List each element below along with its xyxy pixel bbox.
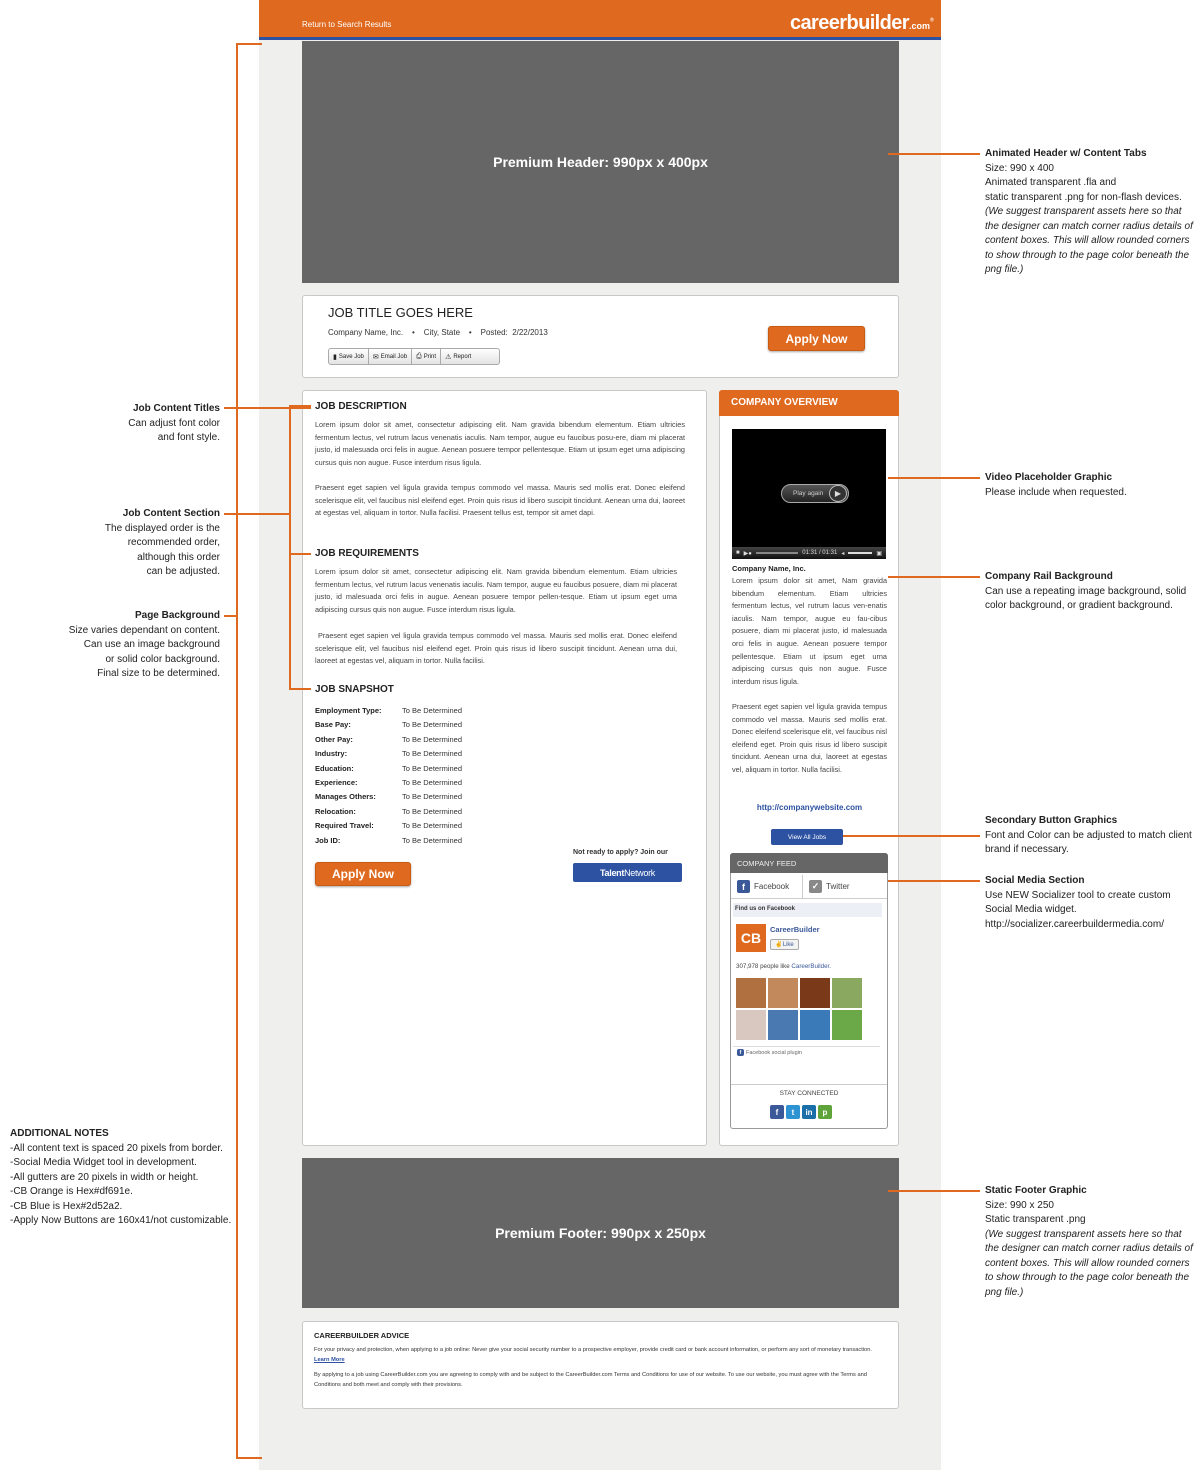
like-label: Like bbox=[782, 941, 794, 948]
apply-now-button-top[interactable]: Apply Now bbox=[768, 326, 865, 351]
pointer-line bbox=[224, 407, 311, 409]
snapshot-label: Manages Others: bbox=[315, 792, 376, 802]
pointer-line bbox=[224, 513, 290, 515]
advice-paragraph-1 bbox=[314, 1346, 889, 1365]
talent-network-button[interactable] bbox=[573, 863, 682, 882]
premium-header-placeholder: Premium Header: 990px x 400px bbox=[302, 41, 899, 283]
annotation-title: Secondary Button Graphics bbox=[985, 815, 1118, 826]
annotation-line: color background, or gradient background. bbox=[985, 600, 1173, 611]
email-job-button[interactable] bbox=[369, 349, 412, 364]
annotation-line: png file.) bbox=[985, 1286, 1024, 1298]
logo-suffix: .com bbox=[908, 21, 930, 31]
company-feed-heading: COMPANY FEED bbox=[730, 853, 888, 873]
annotation-line: Please include when requested. bbox=[985, 486, 1127, 498]
snapshot-row bbox=[315, 704, 462, 718]
video-time: 01:31 / 01:31 bbox=[802, 550, 838, 556]
annotation-additional-notes bbox=[10, 1127, 235, 1229]
job-requirements-title: JOB REQUIREMENTS bbox=[315, 548, 419, 559]
rail-paragraph-1: Lorem ipsum dolor sit amet, Nam gravida bibendum elementum. Etiam ultricies fermentum lectus, vel rutrum lacus ven-enatis iaculis. Nam tempor, augue eu fau-cibus posuere, diam mi placerat justo, id malesuada orci felis in augue. Aenean posuere tempor pellentesque. Etiam ut ipsum eget urna adipiscing cursus quis non augue. Fusce interdum risus ligula. bbox=[732, 576, 887, 686]
annotation-line: Size: 990 x 400 bbox=[985, 162, 1054, 174]
facebook-social-plugin[interactable] bbox=[737, 1049, 802, 1056]
annotation-line: Final size to be determined. bbox=[97, 668, 220, 679]
snapshot-row bbox=[315, 762, 462, 776]
video-controls bbox=[732, 547, 886, 559]
print-button[interactable] bbox=[412, 349, 441, 364]
learn-more-link[interactable]: Learn More bbox=[314, 1356, 345, 1363]
save-job-label: Save Job bbox=[338, 353, 364, 360]
annotation-line: http://socializer.careerbuildermedia.com/ bbox=[985, 918, 1164, 930]
company-website-link[interactable]: http://companywebsite.com bbox=[756, 803, 863, 812]
likes-link[interactable]: CareerBuilder. bbox=[791, 963, 831, 970]
annotation-line: Can use a repeating image background, solid bbox=[985, 585, 1187, 597]
snapshot-label: Experience: bbox=[315, 778, 358, 788]
fan-avatar[interactable] bbox=[768, 978, 798, 1008]
save-job-button[interactable] bbox=[329, 349, 369, 364]
pointer-line bbox=[888, 1190, 980, 1192]
pointer-line bbox=[224, 615, 237, 617]
annotation-line: the designer can match corner radius details of bbox=[985, 220, 1193, 232]
premium-footer-placeholder: Premium Footer: 990px x 250px bbox=[302, 1158, 899, 1308]
rail-company-name: Company Name, Inc. bbox=[732, 564, 806, 573]
snapshot-value: To Be Determined bbox=[402, 720, 463, 730]
annotation-title: Job Content Section bbox=[122, 508, 220, 519]
annotation-line: Font and Color can be adjusted to match client bbox=[985, 829, 1192, 841]
facebook-icon[interactable]: f bbox=[770, 1105, 784, 1119]
annotation-line: the designer can match corner radius details of bbox=[985, 1243, 1193, 1254]
snapshot-label: Other Pay: bbox=[315, 734, 353, 744]
volume-icon[interactable]: ◂ bbox=[841, 550, 845, 557]
annotation-line: brand if necessary. bbox=[985, 844, 1069, 855]
annotation-company-rail-background bbox=[985, 570, 1197, 614]
play-icon[interactable]: ▶ bbox=[829, 485, 847, 502]
plugin-label: Facebook social plugin bbox=[746, 1049, 802, 1056]
annotation-line: png file.) bbox=[985, 264, 1024, 275]
divider bbox=[731, 1084, 887, 1085]
fan-avatar[interactable] bbox=[736, 978, 766, 1008]
annotation-line: (We suggest transparent assets here so that bbox=[985, 206, 1182, 217]
annotation-video-placeholder bbox=[985, 471, 1197, 500]
print-label: Print bbox=[423, 353, 437, 360]
snapshot-row bbox=[315, 747, 462, 761]
view-all-jobs-button[interactable]: View All Jobs bbox=[771, 829, 843, 845]
snapshot-value: To Be Determined bbox=[402, 821, 463, 831]
snapshot-label: Job ID: bbox=[315, 835, 341, 845]
annotation-social-media bbox=[985, 874, 1197, 932]
annotation-line: recommended order, bbox=[127, 537, 220, 548]
annotation-line: The displayed order is the bbox=[104, 522, 220, 534]
annotation-line: -Social Media Widget tool in development. bbox=[10, 1157, 197, 1168]
annotation-title: Static Footer Graphic bbox=[985, 1185, 1087, 1196]
rail-paragraph-2: Praesent eget sapien vel ligula gravida tempus commodo vel massa. Mauris sed mollis erat. Donec eleifend scelerisque elit, vel faucibus nisl eleifend eget. Proin quis risus id libero suscipit tincidunt. Aenean urna dui, laoreet at egestas vel, aliquam in tortor. Nulla facilisi. bbox=[732, 702, 887, 774]
annotation-job-content-section bbox=[0, 507, 220, 580]
annotation-line: to show through to the page color beneath the bbox=[985, 249, 1190, 261]
snapshot-label: Employment Type: bbox=[315, 706, 382, 715]
annotation-title: Page Background bbox=[134, 610, 220, 621]
job-description-title: JOB DESCRIPTION bbox=[315, 401, 407, 412]
job-description-paragraph-2: Praesent eget sapien vel ligula gravida tempus commodo vel massa. Mauris sed mollis erat. Donec eleifend scelerisque elit, vel faucibus nisl eleifend eget. Proin quis risus id libero suscipit tincidunt. Aenean urna dui, laoreet at egestas vel, aliquam in tortor. Nulla facilisi. Praesent tellus est, tempor sit amet dapi. bbox=[315, 483, 685, 518]
fan-avatar[interactable] bbox=[832, 1010, 862, 1040]
logo-mark: ® bbox=[929, 17, 934, 24]
job-meta: Company Name, Inc. • City, State • Posted: 2/22/2013 bbox=[328, 328, 548, 337]
envelope-icon: ✉ bbox=[372, 353, 379, 361]
pointer-line bbox=[289, 688, 311, 690]
annotation-static-footer bbox=[985, 1184, 1197, 1300]
annotation-line: (We suggest transparent assets here so that bbox=[985, 1228, 1182, 1240]
pointer-line bbox=[888, 576, 980, 578]
job-action-bar bbox=[328, 348, 500, 365]
fan-avatar[interactable] bbox=[800, 978, 830, 1008]
annotation-line: to show through to the page color beneath the bbox=[985, 1272, 1190, 1283]
annotation-line: can be adjusted. bbox=[146, 566, 220, 577]
annotation-line: content boxes. This will allow rounded corners bbox=[985, 235, 1190, 246]
annotation-line: static transparent .png for non-flash devices. bbox=[985, 191, 1182, 203]
annotation-line: content boxes. This will allow rounded corners bbox=[985, 1257, 1190, 1269]
fan-avatar[interactable] bbox=[800, 1010, 830, 1040]
facebook-page-name[interactable]: CareerBuilder bbox=[770, 925, 820, 934]
snapshot-row bbox=[315, 790, 462, 804]
annotation-animated-header bbox=[985, 147, 1197, 278]
pointer-line bbox=[289, 405, 291, 690]
talent-network-prompt: Not ready to apply? Join our bbox=[573, 849, 668, 856]
annotation-title: ADDITIONAL NOTES bbox=[10, 1128, 109, 1139]
snapshot-value: To Be Determined bbox=[402, 706, 463, 715]
snapshot-value: To Be Determined bbox=[402, 749, 463, 759]
pointer-line bbox=[888, 153, 980, 155]
facebook-find-us: Find us on Facebook bbox=[733, 903, 882, 917]
tab-twitter-label: Twitter bbox=[826, 882, 850, 891]
pointer-line bbox=[843, 835, 980, 837]
likes-text: 307,978 people like bbox=[736, 963, 790, 970]
email-job-label: Email Job bbox=[380, 353, 408, 360]
tab-facebook-label: Facebook bbox=[754, 882, 790, 891]
report-button[interactable] bbox=[441, 349, 475, 364]
job-description-paragraph-1: Lorem ipsum dolor sit amet, consectetur adipiscing elit. Nam gravida bibendum elementum. Etiam ultricies fermentum lectus, vel rutrum lacus venenatis iaculis. Nam tempor, augue eu faucibus posu-ere, diam mi placerat justo, id malesuada orci felis in augue. Aenean posuere tempor pellentesque. Etiam ut ipsum eget urna adipiscing cursus quis non augue. Fusce interdum risus ligula. bbox=[315, 420, 685, 468]
advice-paragraph-2: By applying to a job using CareerBuilder.com you are agreeing to comply with and be subject to the CareerBuilder.com Terms and Conditions for use of our website. To use our website, you must agree with the Terms and Conditions and both meet and comply with their provisions. bbox=[314, 1372, 867, 1388]
social-icons bbox=[770, 1105, 832, 1119]
annotation-title: Animated Header w/ Content Tabs bbox=[985, 148, 1147, 159]
snapshot-row bbox=[315, 805, 462, 819]
annotation-job-content-titles bbox=[0, 402, 220, 446]
fan-avatar[interactable] bbox=[768, 1010, 798, 1040]
pointer-line bbox=[888, 880, 980, 882]
fan-avatar[interactable] bbox=[736, 1010, 766, 1040]
volume-slider[interactable] bbox=[848, 552, 872, 554]
logo-text: careerbuilder bbox=[790, 12, 909, 34]
annotation-line: Animated transparent .fla and bbox=[985, 177, 1117, 188]
stay-connected-label: STAY CONNECTED bbox=[779, 1090, 839, 1097]
snapshot-row bbox=[315, 718, 462, 732]
snapshot-row bbox=[315, 733, 462, 747]
snapshot-value: To Be Determined bbox=[402, 778, 463, 788]
bracket-line bbox=[236, 43, 238, 1459]
divider bbox=[733, 1046, 880, 1047]
snapshot-row bbox=[315, 834, 462, 848]
company-overview-heading: COMPANY OVERVIEW bbox=[719, 390, 899, 416]
annotation-line: -CB Blue is Hex#2d52a2. bbox=[10, 1200, 123, 1212]
annotation-title: Social Media Section bbox=[985, 875, 1085, 886]
thumbs-up-icon: ✌ bbox=[775, 942, 783, 948]
return-to-search-link[interactable]: Return to Search Results bbox=[302, 20, 392, 29]
twitter-icon[interactable]: t bbox=[786, 1105, 800, 1119]
snapshot-value: To Be Determined bbox=[402, 835, 463, 845]
job-requirements-paragraph-1: Lorem ipsum dolor sit amet, consectetur adipiscing elit. Nam gravida bibendum elementum. Etiam ultricies fermentum lectus, vel rutrum lacus venenatis iaculis. Nam tempor, augue eu faucibus posuere, diam mi placerat justo, id malesuada orci felis in augue. Aenean posuere tempor pellen-tesque. Etiam ut ipsum eget urna adipiscing cursus quis non augue. Fusce interdum risus ligula. bbox=[315, 567, 677, 615]
snapshot-value: To Be Determined bbox=[402, 763, 463, 773]
facebook-icon: f bbox=[737, 880, 750, 893]
annotation-secondary-buttons bbox=[985, 814, 1197, 858]
annotation-line: -Apply Now Buttons are 160x41/not customizable. bbox=[10, 1215, 232, 1226]
play-pause-icon[interactable]: ▶● bbox=[743, 550, 752, 557]
snapshot-label: Base Pay: bbox=[315, 720, 351, 730]
job-requirements-paragraph-2: Praesent eget sapien vel ligula gravida tempus commodo vel massa. Mauris sed mollis erat. Donec eleifend scelerisque elit, vel faucibus nisl eleifend eget. Proin quis risus id libero suscipit tincidunt. Aenean urna dui, laoreet at egestas vel, aliquam in tortor. Nulla facilisi. bbox=[315, 631, 677, 666]
job-title: JOB TITLE GOES HERE bbox=[328, 305, 473, 320]
annotation-line: Can adjust font color bbox=[128, 417, 220, 429]
annotation-line: although this order bbox=[137, 551, 220, 563]
annotation-line: and font style. bbox=[157, 432, 220, 443]
printer-icon: ⎙ bbox=[416, 352, 422, 360]
pointer-line bbox=[289, 405, 311, 407]
apply-now-button-bottom[interactable]: Apply Now bbox=[315, 862, 411, 886]
annotation-line: -CB Orange is Hex#df691e. bbox=[10, 1186, 133, 1197]
bracket-line bbox=[236, 1457, 262, 1459]
facebook-icon: f bbox=[737, 1049, 744, 1056]
fullscreen-icon[interactable]: ▣ bbox=[876, 550, 882, 557]
video-progress-bar[interactable] bbox=[756, 552, 798, 554]
annotation-line: Use NEW Socializer tool to create custom bbox=[985, 889, 1171, 901]
annotation-line: -All content text is spaced 20 pixels from border. bbox=[10, 1142, 223, 1154]
careerbuilder-logo[interactable] bbox=[790, 12, 934, 35]
bookmark-icon: ▮ bbox=[333, 353, 337, 361]
warning-icon: ⚠ bbox=[445, 353, 452, 361]
careerbuilder-page-logo[interactable]: CB bbox=[736, 924, 766, 952]
tab-facebook[interactable] bbox=[731, 875, 803, 899]
annotation-line: Can use an image background bbox=[83, 639, 220, 650]
snapshot-row bbox=[315, 819, 462, 833]
annotation-title: Job Content Titles bbox=[132, 403, 220, 414]
annotation-line: Size varies dependant on content. bbox=[68, 624, 220, 636]
twitter-icon: ✓ bbox=[809, 880, 822, 893]
snapshot-value: To Be Determined bbox=[402, 806, 463, 816]
facebook-like-button[interactable] bbox=[770, 939, 799, 950]
fan-avatar[interactable] bbox=[832, 978, 862, 1008]
snapshot-value: To Be Determined bbox=[402, 792, 463, 802]
tumblr-icon[interactable]: p bbox=[818, 1105, 832, 1119]
report-label: Report bbox=[453, 353, 472, 360]
job-snapshot-title: JOB SNAPSHOT bbox=[315, 684, 394, 695]
annotation-page-background bbox=[0, 609, 220, 682]
annotation-title: Company Rail Background bbox=[985, 571, 1113, 582]
snapshot-label: Relocation: bbox=[315, 806, 356, 816]
annotation-line: -All gutters are 20 pixels in width or height. bbox=[10, 1171, 199, 1183]
annotation-line: or solid color background. bbox=[105, 653, 220, 665]
play-again-label: Play again bbox=[793, 490, 824, 497]
snapshot-value: To Be Determined bbox=[402, 734, 463, 744]
pointer-line bbox=[888, 477, 980, 479]
advice-text-1: For your privacy and protection, when applying to a job online: Never give your social security number to a prospective employer, provide credit card or bank account information, or perform any sort of monetary transaction. bbox=[314, 1347, 872, 1353]
tab-twitter[interactable] bbox=[803, 875, 887, 899]
linkedin-icon[interactable]: in bbox=[802, 1105, 816, 1119]
snapshot-row bbox=[315, 776, 462, 790]
annotation-line: Static transparent .png bbox=[985, 1214, 1086, 1225]
advice-title: CAREERBUILDER ADVICE bbox=[314, 1331, 410, 1340]
snapshot-label: Required Travel: bbox=[315, 821, 374, 831]
annotation-title: Video Placeholder Graphic bbox=[985, 472, 1113, 483]
snapshot-label: Industry: bbox=[315, 749, 348, 759]
talent-network-bold: Talent bbox=[600, 867, 625, 878]
job-snapshot-table bbox=[315, 704, 462, 848]
annotation-line: Social Media widget. bbox=[985, 904, 1077, 915]
talent-network-rest: Network bbox=[624, 867, 655, 878]
pointer-line bbox=[289, 553, 311, 555]
facebook-likes-count bbox=[736, 963, 831, 970]
snapshot-label: Education: bbox=[315, 763, 354, 773]
stop-icon[interactable]: ■ bbox=[736, 550, 740, 556]
bracket-line bbox=[236, 43, 262, 45]
annotation-line: Size: 990 x 250 bbox=[985, 1199, 1054, 1211]
